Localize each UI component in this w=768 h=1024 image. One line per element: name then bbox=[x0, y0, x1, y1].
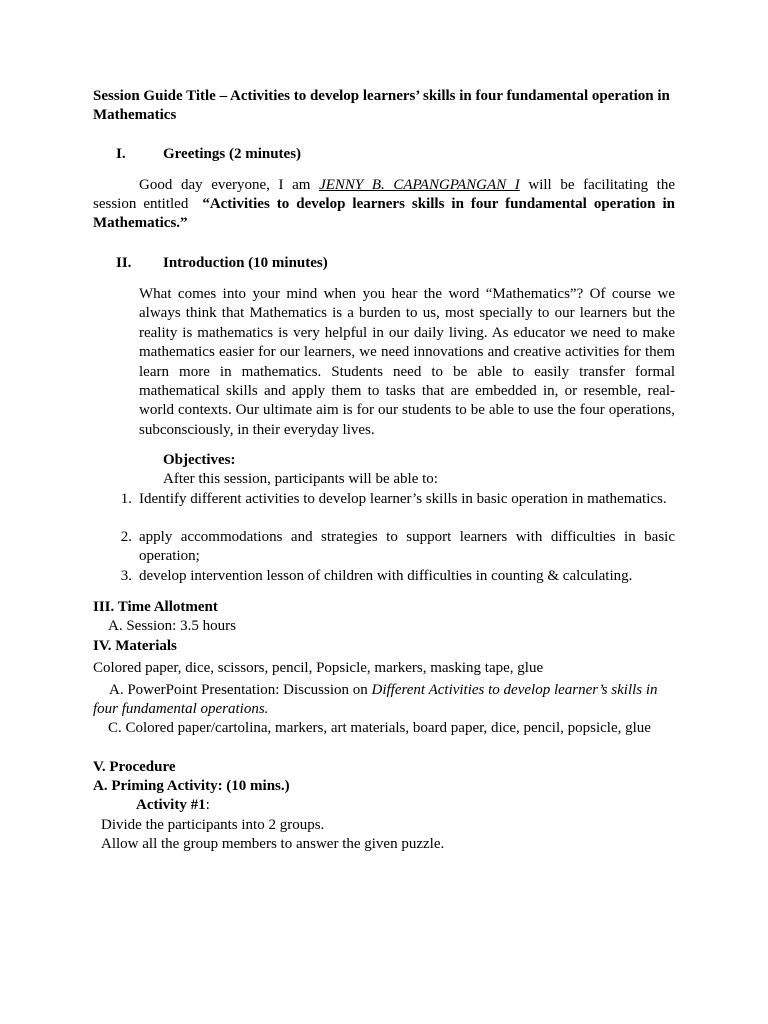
objectives-heading: Objectives: bbox=[163, 452, 236, 468]
objective-text: Identify different activities to develop learner’s skills in basic operation in mathematics. bbox=[139, 491, 667, 507]
session-title-quote: “Activities to develop learners skills in four fundamental operation in Mathematics.” bbox=[93, 196, 675, 232]
objective-number: 1. bbox=[120, 491, 132, 507]
materials-item-a bbox=[93, 681, 675, 720]
activity-1-title: Activity #1 bbox=[136, 797, 206, 813]
objective-text: develop intervention lesson of children with difficulties in counting & calculating. bbox=[139, 568, 633, 584]
greeting-post: will be facilitating the bbox=[519, 177, 676, 193]
materials-item-a-topic: Different Activities to develop learner’s skills in four fundamental operations. bbox=[93, 682, 658, 718]
session-entitled-text bbox=[93, 195, 675, 234]
objective-number: 2. bbox=[120, 529, 132, 545]
facilitator-name: JENNY B. CAPANGPANGAN I bbox=[319, 177, 520, 193]
session-entitled-pre: session entitled bbox=[93, 196, 196, 212]
objectives-intro: After this session, participants will be able to: bbox=[163, 471, 438, 487]
session-guide-title: Session Guide Title – Activities to develop learners’ skills in four fundamental operation in Mathematics bbox=[93, 88, 670, 124]
objective-text: apply accommodations and strategies to support learners with difficulties in basic operation; bbox=[139, 529, 675, 565]
materials-list: Colored paper, dice, scissors, pencil, Popsicle, markers, masking tape, glue bbox=[93, 660, 544, 676]
materials-item-a-pre: A. PowerPoint Presentation: Discussion on bbox=[109, 682, 372, 698]
priming-activity-heading: A. Priming Activity: (10 mins.) bbox=[93, 778, 290, 794]
activity-1-colon: : bbox=[205, 797, 210, 813]
procedure-step-1: Divide the participants into 2 groups. bbox=[101, 817, 325, 833]
activity-1-label bbox=[136, 796, 210, 815]
time-allotment-session: A. Session: 3.5 hours bbox=[108, 618, 236, 634]
materials-item-c: C. Colored paper/cartolina, markers, art materials, board paper, dice, pencil, popsicle, glue bbox=[108, 720, 651, 736]
section-1-numeral: I. bbox=[116, 146, 126, 162]
materials-heading: IV. Materials bbox=[93, 638, 177, 654]
section-2-numeral: II. bbox=[116, 255, 132, 271]
objective-number: 3. bbox=[120, 568, 132, 584]
time-allotment-heading: III. Time Allotment bbox=[93, 599, 218, 615]
procedure-heading: V. Procedure bbox=[93, 759, 176, 775]
introduction-paragraph: What comes into your mind when you hear the word “Mathematics”? Of course we always think that Mathematics is a burden to us, most specially to our learners but the reality is mathematics is very helpful in our daily living. As educator we need to make mathematics easier for our learners, we need innovations and creative activities for them learn more in mathematics. Students need to be able to easily transfer formal mathematical skills and apply them to tasks that are embedded in, or resemble, real-world contexts. Our ultimate aim is for our students to be able to use the four operations, subconsciously, in their everyday lives. bbox=[139, 286, 675, 438]
greeting-pre: Good day everyone, I am bbox=[139, 177, 320, 193]
greeting-line bbox=[93, 176, 675, 195]
section-1-heading: Greetings (2 minutes) bbox=[163, 146, 302, 162]
procedure-step-2: Allow all the group members to answer the given puzzle. bbox=[101, 836, 445, 852]
section-2-heading: Introduction (10 minutes) bbox=[163, 255, 328, 271]
